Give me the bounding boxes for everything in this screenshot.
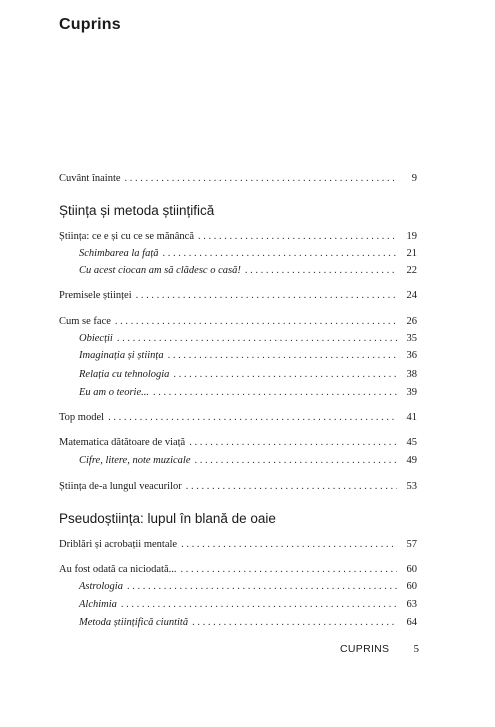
toc-entry-page: 9: [411, 173, 417, 184]
toc-entry-page: 26: [406, 316, 417, 327]
toc-entry[interactable]: [59, 230, 417, 244]
dot-leader: [125, 172, 397, 186]
toc-subentry[interactable]: [79, 368, 417, 382]
toc-entry-label: Imaginația și știința: [79, 350, 164, 361]
dot-leader: [245, 264, 397, 278]
toc-entry-page: 60: [406, 581, 417, 592]
toc-entry-label: Cu acest ciocan am să clădesc o casă!: [79, 265, 241, 276]
toc-entry-label: Obiecții: [79, 333, 113, 344]
dot-leader: [181, 563, 398, 577]
dot-leader: [136, 289, 397, 303]
toc-subentry[interactable]: [79, 580, 417, 594]
page-number: 5: [413, 643, 419, 655]
dot-leader: [195, 454, 398, 468]
dot-leader: [127, 580, 397, 594]
toc-entry-label: Au fost odată ca niciodată...: [59, 564, 177, 575]
toc-entry-page: 21: [406, 248, 417, 259]
toc-subentry[interactable]: [79, 247, 417, 261]
dot-leader: [163, 247, 397, 261]
toc-entry-page: 38: [406, 369, 417, 380]
toc-entry-page: 60: [406, 564, 417, 575]
dot-leader: [192, 616, 397, 630]
toc-entry[interactable]: [59, 480, 417, 494]
toc-entry-label: Top model: [59, 412, 105, 423]
toc-entry-page: 35: [406, 333, 417, 344]
toc-entry-label: Știința de-a lungul veacurilor: [59, 481, 182, 492]
toc-entry-label: Alchimia: [79, 599, 117, 610]
running-footer-label: CUPRINS: [340, 643, 390, 655]
toc-entry-label: Metoda științifică ciuntită: [79, 617, 189, 628]
toc-entry-page: 64: [406, 617, 417, 628]
toc-subentry[interactable]: [79, 349, 417, 363]
toc-subentry[interactable]: [79, 454, 417, 468]
toc-entry-label: Premisele științei: [59, 290, 132, 301]
toc-entry-label: Cuvânt înainte: [59, 173, 121, 184]
toc-entry-label: Cum se face: [59, 316, 111, 327]
dot-leader: [173, 368, 397, 382]
toc-entry[interactable]: [59, 172, 417, 186]
section-heading: Pseudoștiința: lupul în blană de oaie: [59, 511, 276, 526]
dot-leader: [198, 230, 397, 244]
page-title: Cuprins: [59, 16, 121, 33]
toc-entry[interactable]: [59, 289, 417, 303]
toc-entry-label: Driblări și acrobații mentale: [59, 539, 178, 550]
toc-subentry[interactable]: [79, 598, 417, 612]
toc-entry-page: 53: [406, 481, 417, 492]
section-heading: Știința și metoda științifică: [59, 203, 215, 218]
toc-entry-page: 63: [406, 599, 417, 610]
toc-entry-page: 22: [406, 265, 417, 276]
dot-leader: [117, 332, 397, 346]
dot-leader: [181, 538, 397, 552]
toc-entry[interactable]: [59, 411, 417, 425]
toc-entry-label: Eu am o teorie...: [79, 387, 149, 398]
dot-leader: [186, 480, 397, 494]
toc-entry-page: 41: [406, 412, 417, 423]
toc-entry-page: 24: [406, 290, 417, 301]
toc-entry-page: 36: [406, 350, 417, 361]
toc-subentry[interactable]: [79, 616, 417, 630]
dot-leader: [189, 436, 397, 450]
toc-entry-page: 45: [406, 437, 417, 448]
toc-entry-page: 57: [406, 539, 417, 550]
dot-leader: [168, 349, 397, 363]
toc-subentry[interactable]: [79, 332, 417, 346]
dot-leader: [115, 315, 397, 329]
toc-entry-label: Astrologia: [79, 581, 123, 592]
toc-entry-page: 39: [406, 387, 417, 398]
dot-leader: [153, 386, 397, 400]
dot-leader: [108, 411, 397, 425]
page-footer: [340, 643, 419, 655]
toc-entry-label: Știința: ce e și cu ce se mănâncă: [59, 231, 194, 242]
toc-entry-label: Matematica dătătoare de viață: [59, 437, 186, 448]
toc-subentry[interactable]: [79, 386, 417, 400]
toc-entry[interactable]: [59, 436, 417, 450]
dot-leader: [121, 598, 397, 612]
toc-entry-page: 19: [406, 231, 417, 242]
toc-subentry[interactable]: [79, 264, 417, 278]
toc-entry[interactable]: [59, 315, 417, 329]
toc-entry-label: Relația cu tehnologia: [79, 369, 170, 380]
toc-entry-label: Cifre, litere, note muzicale: [79, 455, 191, 466]
toc-entry[interactable]: [59, 563, 417, 577]
toc-entry[interactable]: [59, 538, 417, 552]
toc-entry-page: 49: [406, 455, 417, 466]
toc-entry-label: Schimbarea la față: [79, 248, 159, 259]
